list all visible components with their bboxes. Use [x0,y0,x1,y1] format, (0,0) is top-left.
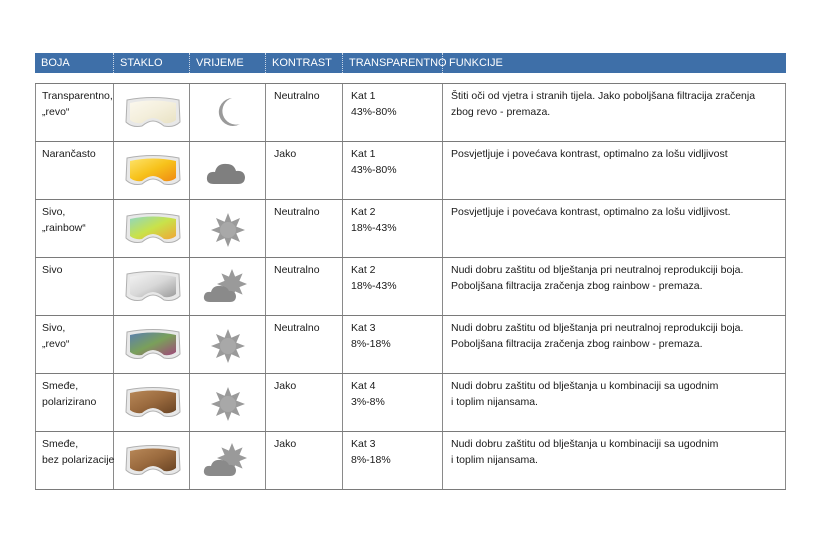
boja-text: Sivo, [42,322,66,334]
cell-transparentno [343,316,443,373]
table-row [35,373,786,431]
boja-text: Sivo [42,264,63,276]
orange-lens-icon [124,152,182,190]
pct-text: 8%-18% [351,338,391,350]
funkcije-text: Poboljšana filtracija zračenja zbog rainbow - premaza. [451,338,703,350]
cell-vrijeme [190,432,266,489]
funkcije-text: Nudi dobru zaštitu od blještanja u kombinaciji sa ugodnim [451,380,719,392]
sun-icon [202,208,254,248]
cell-funkcije [443,258,786,315]
cell-vrijeme [190,316,266,373]
cell-boja [35,258,114,315]
cell-kontrast [266,142,343,199]
table-header [35,53,786,73]
rainbow-lens-icon [124,210,182,248]
lens-table [35,53,786,490]
cell-transparentno [343,432,443,489]
funkcije-text: Štiti oči od vjetra i stranih tijela. Jako poboljšana filtracija zračenja [451,90,756,102]
kontrast-text: Neutralno [274,264,320,276]
boja-text: Smeđe, [42,438,79,450]
cell-transparentno [343,200,443,257]
cell-boja [35,200,114,257]
header-boja: BOJA [35,53,114,73]
pct-text: 43%-80% [351,164,397,176]
cell-funkcije [443,200,786,257]
boja-text: Smeđe, [42,380,79,392]
kontrast-text: Jako [274,148,297,160]
boja-text: „revo“ [42,338,70,350]
funkcije-text: Posvjetljuje i povećava kontrast, optimalno za lošu vidljivost [451,148,728,160]
kontrast-text: Jako [274,438,297,450]
cell-boja [35,374,114,431]
kat-text: Kat 3 [351,438,376,450]
cell-funkcije [443,84,786,141]
funkcije-text: Nudi dobru zaštitu od blještanja pri neutralnoj reprodukciji boja. [451,264,744,276]
boja-text: bez polarizacije [42,454,115,466]
header-transparentno: TRANSPARENTNO [343,53,443,73]
cell-funkcije [443,432,786,489]
sun-cloud-icon [202,266,254,306]
cell-kontrast [266,374,343,431]
sun-icon [202,324,254,364]
pct-text: 18%-43% [351,222,397,234]
kat-text: Kat 4 [351,380,376,392]
cell-funkcije [443,374,786,431]
funkcije-text: zbog revo - premaza. [451,106,551,118]
cell-transparentno [343,142,443,199]
brown-lens-icon [124,384,182,422]
cell-kontrast [266,432,343,489]
boja-text: Transparentno, [42,90,113,102]
cell-vrijeme [190,258,266,315]
grey-lens-icon [124,268,182,306]
sun-icon [202,382,254,422]
table-row [35,257,786,315]
funkcije-text: Posvjetljuje i povećava kontrast, optimalno za lošu vidljivost. [451,206,731,218]
cell-staklo [114,258,190,315]
cell-funkcije [443,142,786,199]
boja-text: Narančasto [42,148,96,160]
header-kontrast: KONTRAST [266,53,343,73]
cell-boja [35,142,114,199]
pct-text: 8%-18% [351,454,391,466]
cell-staklo [114,432,190,489]
cell-staklo [114,374,190,431]
cell-funkcije [443,316,786,373]
pct-text: 43%-80% [351,106,397,118]
kontrast-text: Neutralno [274,322,320,334]
pct-text: 18%-43% [351,280,397,292]
cell-boja [35,316,114,373]
header-vrijeme: VRIJEME [190,53,266,73]
cell-staklo [114,142,190,199]
cell-staklo [114,316,190,373]
grey-revo-lens-icon [124,326,182,364]
kat-text: Kat 2 [351,264,376,276]
table-row [35,141,786,199]
cell-boja [35,84,114,141]
kat-text: Kat 2 [351,206,376,218]
funkcije-text: i toplim nijansama. [451,454,538,466]
cell-kontrast [266,200,343,257]
moon-icon [202,92,254,132]
boja-text: „rainbow“ [42,222,86,234]
kontrast-text: Neutralno [274,90,320,102]
cloud-icon [202,150,254,190]
header-funkcije: FUNKCIJE [449,57,503,69]
cell-transparentno [343,374,443,431]
cell-vrijeme [190,142,266,199]
funkcije-text: i toplim nijansama. [451,396,538,408]
cell-vrijeme [190,84,266,141]
cell-staklo [114,84,190,141]
kat-text: Kat 3 [351,322,376,334]
cell-staklo [114,200,190,257]
cell-vrijeme [190,374,266,431]
brown-lens-icon [124,442,182,480]
table-row [35,83,786,141]
cell-transparentno [343,258,443,315]
cell-kontrast [266,316,343,373]
table-row [35,431,786,490]
sun-cloud-icon [202,440,254,480]
clear-lens-icon [124,94,182,132]
funkcije-text: Nudi dobru zaštitu od blještanja u kombinaciji sa ugodnim [451,438,719,450]
kontrast-text: Jako [274,380,297,392]
boja-text: Sivo, [42,206,66,218]
kat-text: Kat 1 [351,90,376,102]
kat-text: Kat 1 [351,148,376,160]
boja-text: polarizirano [42,396,97,408]
table-row [35,315,786,373]
header-staklo: STAKLO [114,53,190,73]
cell-boja [35,432,114,489]
funkcije-text: Poboljšana filtracija zračenja zbog rainbow - premaza. [451,280,703,292]
cell-kontrast [266,84,343,141]
funkcije-text: Nudi dobru zaštitu od blještanja pri neutralnoj reprodukciji boja. [451,322,744,334]
cell-transparentno [343,84,443,141]
table-row [35,199,786,257]
pct-text: 3%-8% [351,396,385,408]
boja-text: „revo“ [42,106,70,118]
cell-kontrast [266,258,343,315]
kontrast-text: Neutralno [274,206,320,218]
cell-vrijeme [190,200,266,257]
